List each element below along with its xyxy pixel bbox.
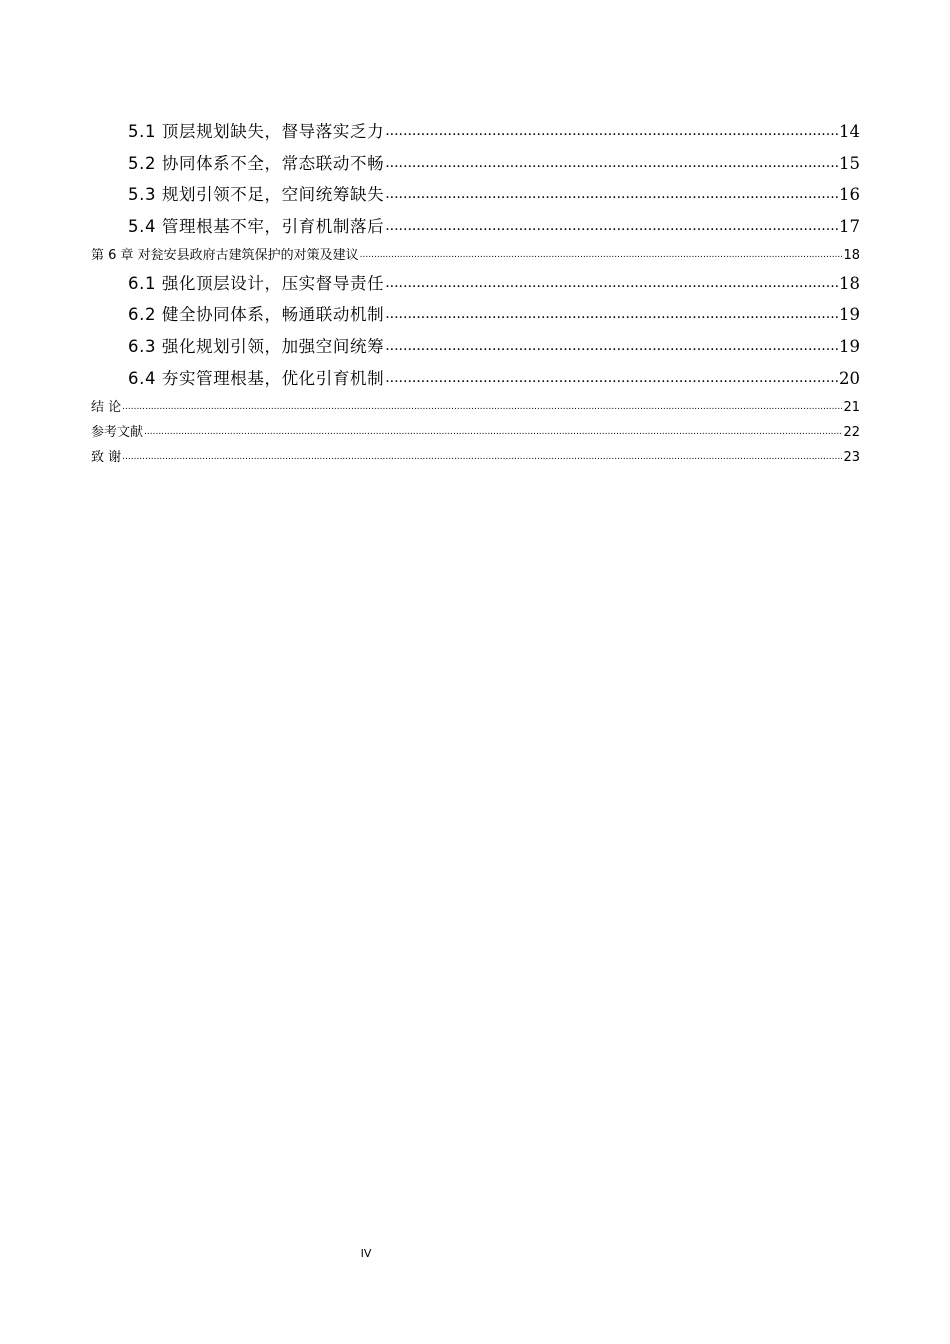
toc-entry-page: 16 <box>839 185 860 205</box>
toc-dot-leader <box>385 179 838 211</box>
toc-entry-label: 6.3 强化规划引领，加强空间统筹 <box>128 337 385 357</box>
toc-entry-label: 结 论 <box>91 399 122 415</box>
toc-entry-6-2[interactable] <box>91 299 860 331</box>
toc-entry-label: 6.1 强化顶层设计，压实督导责任 <box>128 273 385 293</box>
toc-entry-6-1[interactable] <box>91 268 860 300</box>
toc-entry-label: 致 谢 <box>91 449 122 465</box>
toc-entry-page: 19 <box>839 305 860 325</box>
toc-entry-5-1[interactable] <box>91 116 860 148</box>
toc-dot-leader <box>122 445 842 470</box>
toc-entry-page: 17 <box>839 217 860 237</box>
toc-dot-leader <box>385 148 838 180</box>
toc-entry-label: 5.3 规划引领不足，空间统筹缺失 <box>128 185 385 205</box>
toc-entry-label: 5.4 管理根基不牢，引育机制落后 <box>128 217 385 237</box>
toc-dot-leader <box>385 268 838 300</box>
toc-entry-chapter-6[interactable] <box>91 243 860 268</box>
page-number-footer: IV <box>360 1247 372 1260</box>
toc-entry-label: 5.1 顶层规划缺失，督导落实乏力 <box>128 121 385 141</box>
toc-dot-leader <box>385 299 838 331</box>
toc-entry-references[interactable] <box>91 420 860 445</box>
toc-entry-label: 6.4 夯实管理根基，优化引育机制 <box>128 368 385 388</box>
toc-entry-page: 18 <box>839 273 860 293</box>
toc-entry-5-4[interactable] <box>91 211 860 243</box>
toc-dot-leader <box>385 363 838 395</box>
toc-dot-leader <box>360 243 843 268</box>
toc-entry-page: 22 <box>843 424 860 440</box>
toc-entry-conclusion[interactable] <box>91 395 860 420</box>
toc-entry-page: 20 <box>839 368 860 388</box>
toc-entry-5-2[interactable] <box>91 148 860 180</box>
toc-entry-label: 第 6 章 对瓮安县政府古建筑保护的对策及建议 <box>91 247 359 263</box>
toc-entry-page: 21 <box>843 399 860 415</box>
table-of-contents <box>91 116 860 470</box>
toc-entry-5-3[interactable] <box>91 179 860 211</box>
toc-entry-page: 23 <box>843 449 860 465</box>
toc-dot-leader <box>385 331 838 363</box>
toc-entry-page: 18 <box>843 247 860 263</box>
toc-entry-page: 19 <box>839 337 860 357</box>
toc-entry-label: 6.2 健全协同体系，畅通联动机制 <box>128 305 385 325</box>
toc-entry-6-4[interactable] <box>91 363 860 395</box>
toc-entry-label: 5.2 协同体系不全，常态联动不畅 <box>128 153 385 173</box>
toc-dot-leader <box>385 116 838 148</box>
toc-entry-6-3[interactable] <box>91 331 860 363</box>
toc-entry-page: 15 <box>839 153 860 173</box>
toc-dot-leader <box>122 395 842 420</box>
toc-entry-page: 14 <box>839 121 860 141</box>
toc-dot-leader <box>144 420 842 445</box>
toc-dot-leader <box>385 211 838 243</box>
toc-entry-acknowledgements[interactable] <box>91 445 860 470</box>
toc-entry-label: 参考文献 <box>91 424 144 440</box>
